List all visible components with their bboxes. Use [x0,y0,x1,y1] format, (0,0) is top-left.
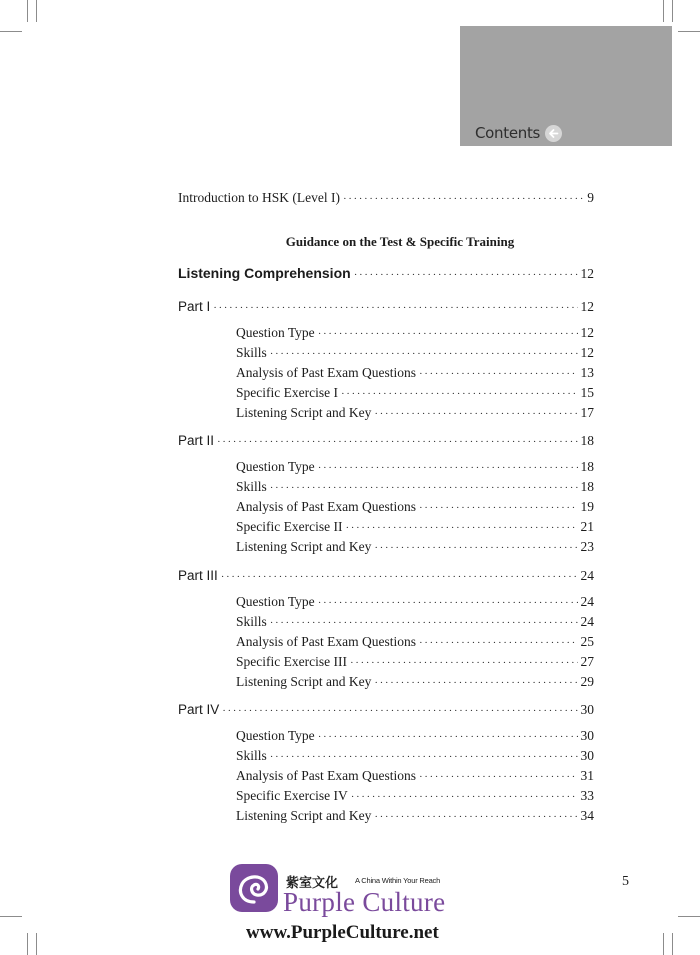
toc-item [236,768,594,784]
crop-mark [672,0,673,22]
toc-item [236,674,594,690]
toc-leader-dots [419,368,578,380]
toc-item-label: Analysis of Past Exam Questions [236,634,416,649]
toc-page-number: 19 [580,499,594,514]
toc-item [236,788,594,804]
toc-item-label: Analysis of Past Exam Questions [236,499,416,514]
toc-page-number: 12 [580,266,594,281]
toc-item [236,499,594,515]
toc-page-number: 34 [580,808,594,823]
toc-leader-dots [350,657,578,669]
toc-item [236,519,594,535]
toc-leader-dots [374,408,577,420]
watermark-tagline: A China Within Your Reach [355,876,441,885]
toc-item-label: Question Type [236,325,315,340]
toc-leader-dots [341,388,578,400]
toc-page-number: 30 [580,728,594,743]
toc-item-label: Question Type [236,459,315,474]
toc-item-label: Listening Script and Key [236,405,372,420]
toc-item [236,459,594,475]
toc-page-number: 13 [580,365,594,380]
toc-leader-dots [217,436,577,448]
toc-item-label: Question Type [236,728,315,743]
watermark-url: www.PurpleCulture.net [246,922,439,943]
toc-leader-dots [221,571,578,583]
crop-mark [678,916,700,917]
toc-page-number: 24 [580,568,594,583]
toc-item-label: Specific Exercise I [236,385,338,400]
toc-page-number: 30 [580,702,594,717]
toc-leader-dots [270,751,578,763]
toc-page-number: 18 [580,433,594,448]
toc-page-number: 18 [580,479,594,494]
toc-page-number: 18 [580,459,594,474]
crop-mark [0,916,22,917]
crop-mark [0,31,22,32]
toc-page-number: 25 [580,634,594,649]
toc-item [236,405,594,421]
crop-mark [663,933,664,955]
toc-item-label: Specific Exercise III [236,654,347,669]
toc-part-label: Part IV [178,702,220,717]
toc-leader-dots [222,705,577,717]
toc-part [178,568,594,584]
toc-leader-dots [419,502,578,514]
toc-item-label: Skills [236,345,267,360]
watermark-chinese: 紫室文化 [286,876,339,891]
toc-page-number: 23 [580,539,594,554]
crop-mark [27,0,28,22]
toc-leader-dots [351,791,578,803]
swirl-logo-icon [228,862,280,914]
toc-page-number: 29 [580,674,594,689]
toc-item-label: Analysis of Past Exam Questions [236,768,416,783]
toc-intro [178,190,594,206]
toc-leader-dots [343,193,584,205]
toc-item [236,654,594,670]
watermark-brand: Purple Culture [283,887,446,917]
toc-leader-dots [270,348,578,360]
toc-item [236,614,594,630]
toc-item-label: Listening Script and Key [236,674,372,689]
toc-leader-dots [374,542,577,554]
toc-page-number: 27 [580,654,594,669]
toc-item [236,748,594,764]
contents-title: Contents [475,124,541,142]
toc-page-number: 24 [580,614,594,629]
toc-leader-dots [270,482,578,494]
toc-page-number: 24 [580,594,594,609]
toc-page-number: 17 [580,405,594,420]
toc-leader-dots [354,269,578,281]
toc-item-label: Skills [236,614,267,629]
toc-leader-dots [374,677,577,689]
crop-mark [663,0,664,22]
toc-item-label: Specific Exercise IV [236,788,348,803]
toc-item [236,594,594,610]
section-title: Guidance on the Test & Specific Training [285,234,515,249]
left-arrow-icon [545,125,562,142]
toc-part-label: Part I [178,299,211,314]
toc-item-label: Specific Exercise II [236,519,343,534]
crop-mark [672,933,673,955]
toc-part-label: Part III [178,568,218,583]
toc-item-label: Listening Script and Key [236,539,372,554]
crop-mark [678,31,700,32]
toc-part [178,433,594,449]
toc-page-number: 33 [580,788,594,803]
crop-mark [27,933,28,955]
toc-item-label: Question Type [236,594,315,609]
toc-label: Introduction to HSK (Level I) [178,190,340,205]
toc-leader-dots [345,522,577,534]
toc-page-number: 12 [580,299,594,314]
toc-item [236,325,594,341]
toc-page-number: 12 [580,345,594,360]
toc-page-number: 21 [580,519,594,534]
toc-item [236,365,594,381]
toc-item [236,728,594,744]
toc-leader-dots [374,811,577,823]
toc-leader-dots [419,637,578,649]
contents-heading [475,124,562,142]
toc-page-number: 31 [580,768,594,783]
toc-part-label: Part II [178,433,215,448]
toc-part [178,702,594,718]
toc-item [236,385,594,401]
toc-leader-dots [318,462,578,474]
crop-mark [36,0,37,22]
toc-item [236,539,594,555]
toc-leader-dots [419,771,578,783]
toc-page-number: 15 [580,385,594,400]
toc-item-label: Analysis of Past Exam Questions [236,365,416,380]
toc-item-label: Listening Script and Key [236,808,372,823]
toc-part [178,299,594,315]
toc-page-number: 12 [580,325,594,340]
toc-item [236,479,594,495]
toc-item-label: Skills [236,479,267,494]
toc-item [236,808,594,824]
toc-chapter-label: Listening Comprehension [178,265,351,281]
toc-item-label: Skills [236,748,267,763]
page-number: 5 [622,874,629,889]
toc-page-number: 30 [580,748,594,763]
crop-mark [36,933,37,955]
toc-leader-dots [213,302,577,314]
toc-leader-dots [270,617,578,629]
toc-item [236,345,594,361]
toc-page-number: 9 [587,190,594,205]
toc-leader-dots [318,597,578,609]
toc-chapter [178,265,594,282]
toc-leader-dots [318,731,578,743]
toc-item [236,634,594,650]
toc-leader-dots [318,328,578,340]
